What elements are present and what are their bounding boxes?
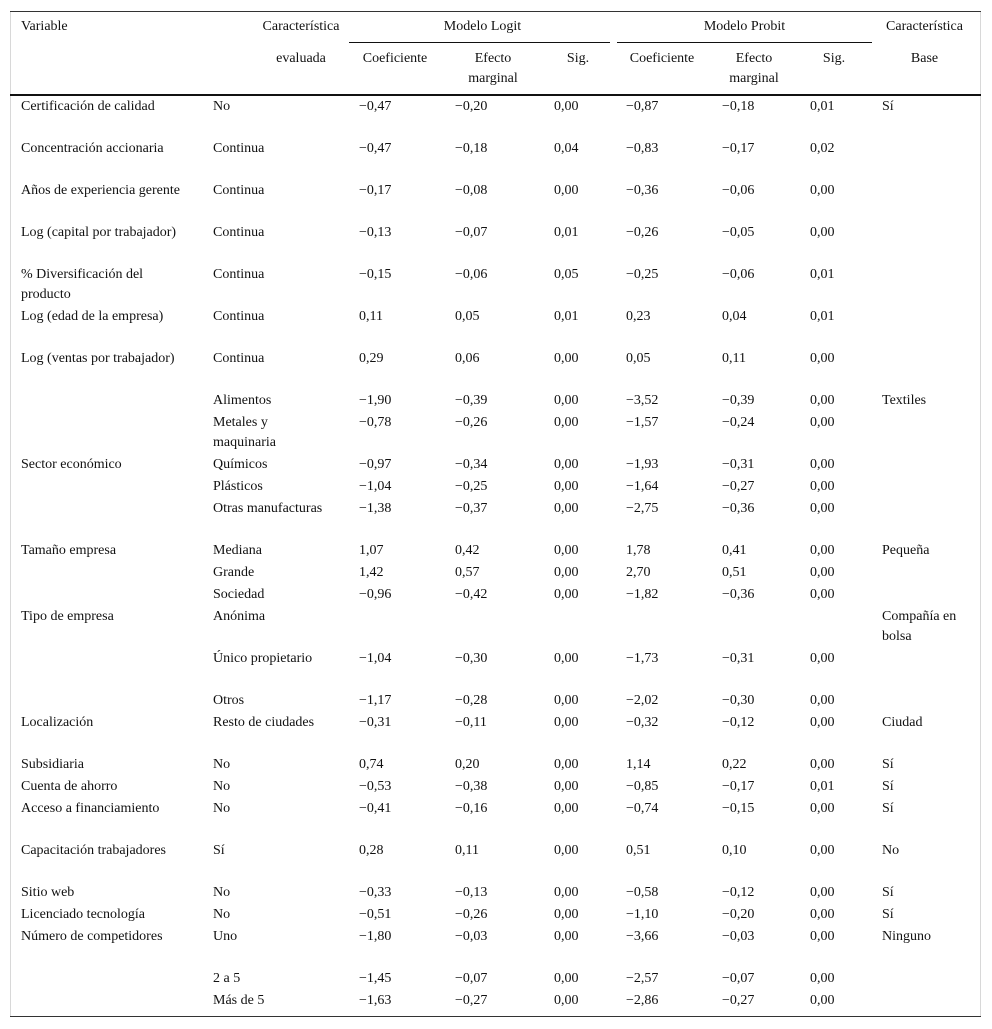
cell-logit-sig: 0,00 [554,757,579,772]
cell-base: Ciudad [882,715,923,730]
cell-logit-coeficiente: −0,17 [359,183,392,198]
cell-caracteristica: Continua [213,267,265,282]
cell-caracteristica: Mediana [213,543,262,558]
header-probit-sig: Sig. [822,51,846,66]
cell-probit-efecto: −0,06 [722,267,755,282]
cell-variable: Log (edad de la empresa) [21,309,164,324]
cell-logit-efecto: −0,27 [455,993,488,1008]
cell-logit-sig: 0,00 [554,651,579,666]
cell-probit-coeficiente: −1,73 [626,651,659,666]
cell-probit-efecto: 0,04 [722,309,747,324]
cell-probit-coeficiente: 0,51 [626,843,651,858]
cell-probit-efecto: −0,15 [722,801,755,816]
cell-probit-coeficiente: 2,70 [626,565,651,580]
cell-logit-efecto: −0,16 [455,801,488,816]
cell-logit-sig: 0,04 [554,141,579,156]
cell-logit-efecto: −0,11 [455,715,487,730]
header-variable: Variable [21,19,68,34]
cell-logit-sig: 0,01 [554,309,579,324]
cell-logit-coeficiente: 0,74 [359,757,384,772]
cell-logit-sig: 0,00 [554,351,579,366]
cell-caracteristica: Continua [213,183,265,198]
cell-variable: Log (capital por trabajador) [21,225,177,240]
cell-probit-efecto: −0,31 [722,651,755,666]
cell-logit-coeficiente: 0,11 [359,309,383,324]
cell-logit-coeficiente: −0,31 [359,715,392,730]
cell-logit-sig: 0,00 [554,479,579,494]
cell-probit-efecto: 0,11 [722,351,746,366]
cell-probit-sig: 0,01 [810,99,835,114]
cell-probit-coeficiente: −1,93 [626,457,659,472]
cell-probit-sig: 0,00 [810,971,835,986]
cell-probit-sig: 0,00 [810,183,835,198]
cell-logit-efecto: −0,03 [455,929,488,944]
cell-probit-coeficiente: −2,02 [626,693,659,708]
cell-probit-coeficiente: −0,58 [626,885,659,900]
cell-probit-sig: 0,00 [810,587,835,602]
cell-caracteristica: Alimentos [213,393,272,408]
cell-probit-coeficiente: −2,86 [626,993,659,1008]
cell-logit-sig: 0,00 [554,501,579,516]
cell-caracteristica: Continua [213,225,265,240]
cell-probit-coeficiente: −1,64 [626,479,659,494]
cell-caracteristica: Sí [213,843,225,858]
cell-logit-efecto: −0,18 [455,141,488,156]
cell-probit-sig: 0,00 [810,543,835,558]
cell-probit-sig: 0,00 [810,501,835,516]
cell-probit-efecto: −0,03 [722,929,755,944]
cell-probit-sig: 0,00 [810,843,835,858]
cell-probit-efecto: −0,12 [722,715,755,730]
header-top-rule [10,11,981,12]
cell-probit-coeficiente: 0,23 [626,309,651,324]
cell-logit-efecto: −0,25 [455,479,488,494]
cell-logit-sig: 0,01 [554,225,579,240]
cell-logit-sig: 0,00 [554,587,579,602]
cell-variable: Licenciado tecnología [21,907,145,922]
cell-caracteristica: Grande [213,565,255,580]
cell-probit-efecto: −0,39 [722,393,755,408]
cell-probit-coeficiente: −2,57 [626,971,659,986]
cell-logit-efecto: −0,20 [455,99,488,114]
cell-logit-sig: 0,00 [554,907,579,922]
cell-logit-coeficiente: −0,15 [359,267,392,282]
cell-logit-efecto: −0,07 [455,971,488,986]
cell-base: Ninguno [882,929,931,944]
cell-probit-efecto: −0,20 [722,907,755,922]
cell-probit-sig: 0,00 [810,225,835,240]
cell-probit-sig: 0,00 [810,907,835,922]
cell-probit-sig: 0,00 [810,693,835,708]
cell-caracteristica: Metales y maquinaria [213,415,276,450]
cell-logit-coeficiente: −0,33 [359,885,392,900]
cell-logit-coeficiente: −0,96 [359,587,392,602]
cell-variable: Capacitación trabajadores [21,843,166,858]
cell-logit-sig: 0,00 [554,801,579,816]
cell-logit-efecto: −0,13 [455,885,488,900]
cell-logit-efecto: 0,11 [455,843,479,858]
header-caracteristica-base: Característica [886,19,963,34]
cell-probit-efecto: −0,17 [722,779,755,794]
header-probit-coeficiente: Coeficiente [629,51,695,66]
cell-probit-sig: 0,00 [810,929,835,944]
cell-probit-efecto: −0,30 [722,693,755,708]
cell-caracteristica: Continua [213,309,265,324]
cell-logit-sig: 0,00 [554,971,579,986]
cell-logit-coeficiente: −1,45 [359,971,392,986]
cell-logit-coeficiente: −1,38 [359,501,392,516]
header-logit-coeficiente: Coeficiente [362,51,428,66]
cell-logit-sig: 0,00 [554,393,579,408]
cell-probit-coeficiente: −0,87 [626,99,659,114]
header-logit-marginal: marginal [468,71,518,86]
cell-caracteristica: No [213,99,231,114]
cell-logit-coeficiente: 1,07 [359,543,384,558]
cell-probit-efecto: 0,10 [722,843,747,858]
cell-probit-sig: 0,00 [810,565,835,580]
cell-base: No [882,843,900,858]
cell-logit-efecto: −0,28 [455,693,488,708]
cell-caracteristica: No [213,885,231,900]
cell-probit-sig: 0,01 [810,309,835,324]
cell-probit-coeficiente: −3,52 [626,393,659,408]
cell-logit-sig: 0,00 [554,99,579,114]
cell-variable: Log (ventas por trabajador) [21,351,175,366]
cell-probit-coeficiente: −1,57 [626,415,659,430]
cell-probit-coeficiente: −1,10 [626,907,659,922]
cell-caracteristica: No [213,907,231,922]
cell-caracteristica: Plásticos [213,479,263,494]
cell-logit-efecto: −0,26 [455,907,488,922]
header-bottom-rule [10,94,981,96]
cell-probit-coeficiente: 0,05 [626,351,651,366]
cell-probit-efecto: −0,27 [722,479,755,494]
cell-logit-sig: 0,05 [554,267,579,282]
cell-probit-coeficiente: −0,83 [626,141,659,156]
cell-caracteristica: Uno [213,929,238,944]
cell-probit-sig: 0,00 [810,457,835,472]
cell-logit-efecto: −0,06 [455,267,488,282]
header-base: Base [910,51,939,66]
cell-logit-coeficiente: −0,47 [359,141,392,156]
cell-probit-sig: 0,01 [810,267,835,282]
cell-base: Compañía en bolsa [882,609,957,644]
cell-probit-sig: 0,00 [810,993,835,1008]
cell-variable: Concentración accionaria [21,141,164,156]
cell-probit-efecto: −0,17 [722,141,755,156]
cell-probit-efecto: −0,27 [722,993,755,1008]
cell-caracteristica: No [213,757,231,772]
cell-logit-sig: 0,00 [554,565,579,580]
cell-caracteristica: Químicos [213,457,268,472]
cell-probit-efecto: −0,12 [722,885,755,900]
cell-logit-sig: 0,00 [554,779,579,794]
cell-base: Textiles [882,393,927,408]
cell-logit-sig: 0,00 [554,693,579,708]
cell-variable: Años de experiencia gerente [21,183,180,198]
cell-probit-sig: 0,00 [810,801,835,816]
logit-underline [349,42,610,43]
cell-logit-coeficiente: −0,41 [359,801,392,816]
table-bottom-rule [10,1016,981,1017]
cell-probit-coeficiente: −1,82 [626,587,659,602]
cell-logit-efecto: 0,06 [455,351,480,366]
cell-variable: Número de competidores [21,929,163,944]
cell-logit-coeficiente: −0,78 [359,415,392,430]
cell-logit-sig: 0,00 [554,929,579,944]
cell-variable: Cuenta de ahorro [21,779,118,794]
header-logit-sig: Sig. [566,51,590,66]
cell-probit-coeficiente: −2,75 [626,501,659,516]
cell-logit-efecto: 0,05 [455,309,480,324]
cell-probit-sig: 0,00 [810,651,835,666]
cell-probit-coeficiente: −0,26 [626,225,659,240]
cell-logit-coeficiente: −1,90 [359,393,392,408]
cell-logit-coeficiente: −0,97 [359,457,392,472]
cell-logit-coeficiente: −1,04 [359,479,392,494]
header-probit-marginal: marginal [729,71,779,86]
cell-logit-sig: 0,00 [554,183,579,198]
cell-logit-efecto: 0,42 [455,543,480,558]
header-modelo-probit: Modelo Probit [703,19,786,34]
cell-base: Sí [882,757,894,772]
cell-logit-efecto: −0,39 [455,393,488,408]
cell-logit-coeficiente: −1,80 [359,929,392,944]
cell-probit-sig: 0,00 [810,479,835,494]
cell-logit-sig: 0,00 [554,543,579,558]
cell-logit-efecto: −0,08 [455,183,488,198]
cell-probit-efecto: 0,41 [722,543,747,558]
cell-probit-efecto: −0,06 [722,183,755,198]
cell-variable: Certificación de calidad [21,99,155,114]
cell-probit-efecto: 0,51 [722,565,747,580]
cell-probit-coeficiente: 1,14 [626,757,651,772]
cell-probit-sig: 0,00 [810,415,835,430]
cell-probit-sig: 0,00 [810,885,835,900]
cell-caracteristica: Otros [213,693,245,708]
cell-logit-efecto: −0,34 [455,457,488,472]
header-modelo-logit: Modelo Logit [443,19,522,34]
cell-probit-sig: 0,00 [810,757,835,772]
cell-logit-coeficiente: −0,47 [359,99,392,114]
cell-logit-efecto: −0,07 [455,225,488,240]
header-evaluada: evaluada [276,51,326,66]
cell-logit-coeficiente: −0,51 [359,907,392,922]
cell-base: Sí [882,907,894,922]
cell-probit-coeficiente: −0,85 [626,779,659,794]
cell-variable: Localización [21,715,94,730]
cell-variable: Sector económico [21,457,122,472]
cell-caracteristica: Sociedad [213,587,265,602]
cell-probit-coeficiente: −0,36 [626,183,659,198]
cell-logit-coeficiente: −0,13 [359,225,392,240]
cell-logit-sig: 0,00 [554,457,579,472]
cell-probit-coeficiente: −0,32 [626,715,659,730]
probit-underline [617,42,872,43]
cell-caracteristica: Más de 5 [213,993,265,1008]
cell-base: Sí [882,779,894,794]
cell-caracteristica: Único propietario [213,651,313,666]
cell-base: Pequeña [882,543,930,558]
cell-caracteristica: No [213,801,231,816]
cell-probit-efecto: −0,36 [722,501,755,516]
header-caracteristica: Característica [262,19,340,34]
cell-logit-sig: 0,00 [554,885,579,900]
cell-probit-efecto: −0,05 [722,225,755,240]
cell-probit-sig: 0,00 [810,351,835,366]
cell-variable: Tamaño empresa [21,543,117,558]
cell-probit-efecto: 0,22 [722,757,747,772]
cell-logit-sig: 0,00 [554,993,579,1008]
cell-probit-sig: 0,00 [810,393,835,408]
cell-base: Sí [882,885,894,900]
cell-probit-sig: 0,01 [810,779,835,794]
cell-variable: Acceso a financiamiento [21,801,160,816]
cell-probit-sig: 0,00 [810,715,835,730]
cell-logit-sig: 0,00 [554,415,579,430]
cell-caracteristica: Anónima [213,609,266,624]
cell-logit-coeficiente: −1,04 [359,651,392,666]
cell-logit-coeficiente: −0,53 [359,779,392,794]
cell-probit-efecto: −0,31 [722,457,755,472]
cell-caracteristica: Resto de ciudades [213,715,315,730]
cell-logit-efecto: −0,37 [455,501,488,516]
cell-variable: % Diversificación del producto [21,267,144,302]
cell-variable: Sitio web [21,885,75,900]
cell-variable: Subsidiaria [21,757,84,772]
cell-probit-efecto: −0,07 [722,971,755,986]
cell-probit-coeficiente: −0,74 [626,801,659,816]
cell-probit-efecto: −0,36 [722,587,755,602]
header-logit-efecto: Efecto [474,51,512,66]
cell-probit-coeficiente: 1,78 [626,543,651,558]
cell-logit-coeficiente: −1,17 [359,693,392,708]
cell-caracteristica: No [213,779,231,794]
cell-base: Sí [882,99,894,114]
cell-probit-sig: 0,02 [810,141,835,156]
cell-logit-coeficiente: 0,29 [359,351,384,366]
cell-logit-efecto: −0,26 [455,415,488,430]
cell-logit-coeficiente: −1,63 [359,993,392,1008]
cell-probit-efecto: −0,24 [722,415,755,430]
cell-logit-coeficiente: 0,28 [359,843,384,858]
cell-logit-coeficiente: 1,42 [359,565,384,580]
cell-caracteristica: Otras manufacturas [213,501,323,516]
cell-probit-efecto: −0,18 [722,99,755,114]
cell-caracteristica: 2 a 5 [213,971,241,986]
cell-base: Sí [882,801,894,816]
cell-variable: Tipo de empresa [21,609,114,624]
header-probit-efecto: Efecto [735,51,773,66]
cell-probit-coeficiente: −0,25 [626,267,659,282]
cell-probit-coeficiente: −3,66 [626,929,659,944]
cell-logit-efecto: −0,38 [455,779,488,794]
cell-logit-efecto: 0,20 [455,757,480,772]
cell-caracteristica: Continua [213,141,265,156]
cell-logit-sig: 0,00 [554,843,579,858]
cell-logit-efecto: −0,42 [455,587,488,602]
cell-logit-efecto: −0,30 [455,651,488,666]
cell-logit-efecto: 0,57 [455,565,480,580]
cell-logit-sig: 0,00 [554,715,579,730]
cell-caracteristica: Continua [213,351,265,366]
